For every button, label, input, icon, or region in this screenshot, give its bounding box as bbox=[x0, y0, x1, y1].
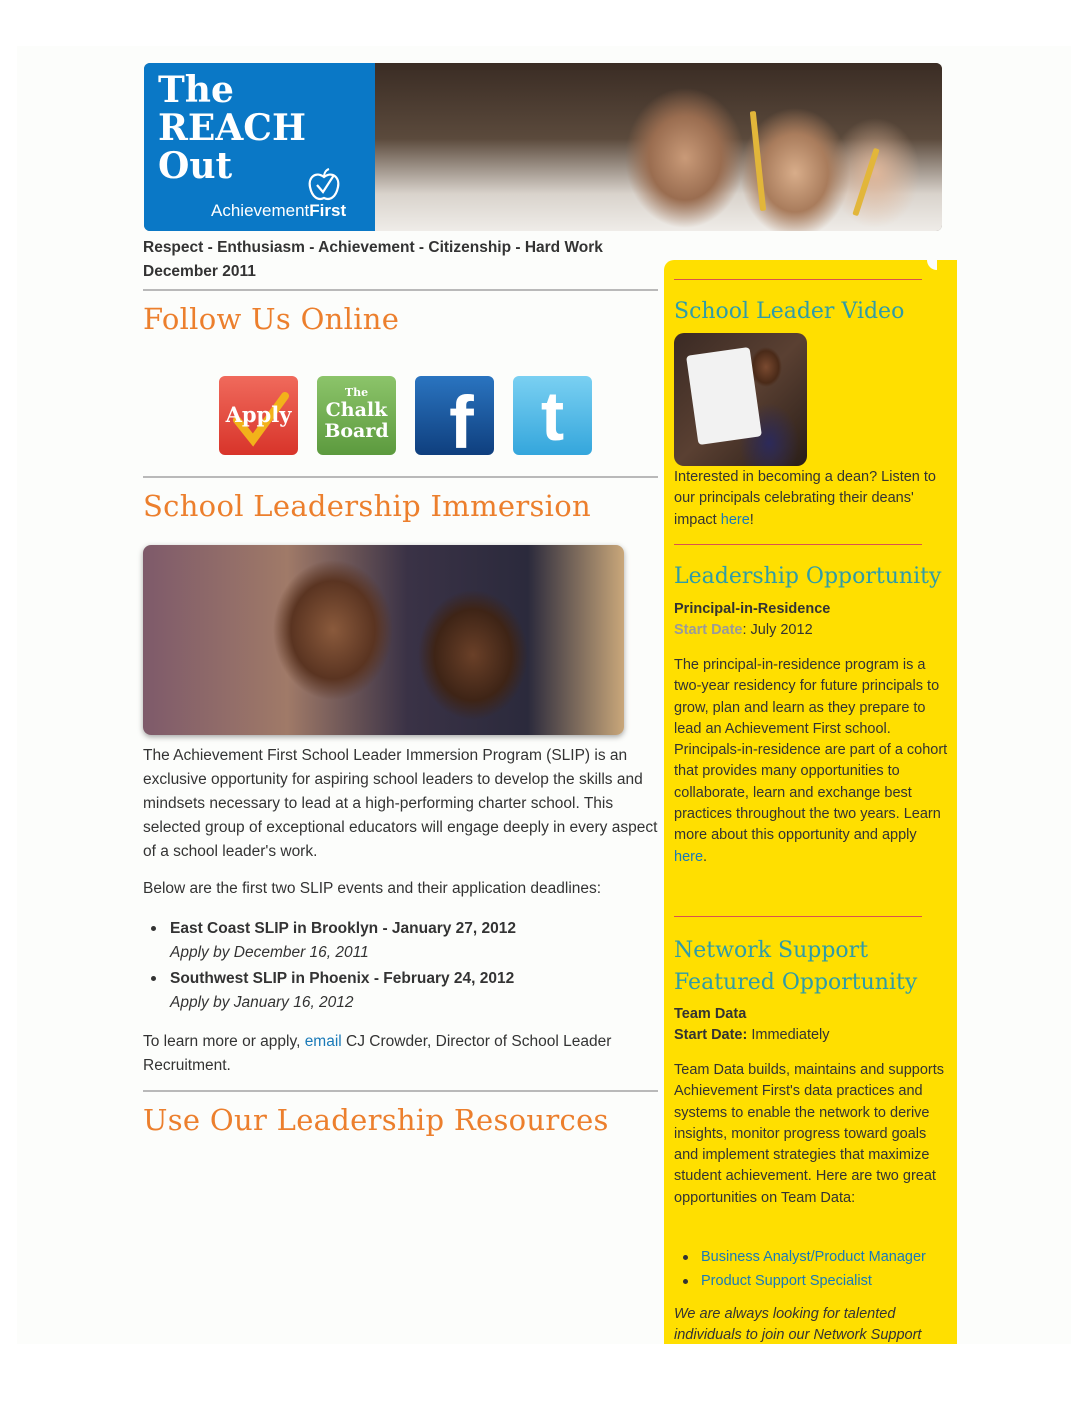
network-meta: Team Data Start Date: Immediately bbox=[674, 1006, 830, 1044]
list-item bbox=[143, 917, 663, 965]
start-date-label: Start Date: bbox=[674, 1027, 748, 1044]
event-title: East Coast SLIP in Brooklyn - January 27, 2012 bbox=[170, 920, 517, 937]
video-description: Interested in becoming a dean? Listen to our principals celebrating their deans' impact here! bbox=[674, 469, 936, 528]
apply-link[interactable]: here bbox=[674, 848, 704, 865]
slip-paragraph: The Achievement First School Leader Immersion Program (SLIP) is an exclusive opportunity for aspiring school leaders to develop the skills and mindsets necessary to lead at a high-performing charter school. This selected group of exceptional educators will engage deeply in every aspect of a school leader's work. bbox=[143, 747, 658, 860]
opportunity-description: The principal-in-residence program is a two-year residency for future principals to grow, plan and learn as they prepare to lead an Achievement First school. Principals-in-residence are part of a cohort that provides many opportunities to collaborate, learn and exchange best practices throughout the two years. Learn more about this opportunity and apply here. bbox=[674, 657, 948, 865]
event-deadline: Apply by January 16, 2012 bbox=[170, 994, 354, 1011]
header-banner bbox=[144, 63, 942, 231]
core-values: Respect - Enthusiasm - Achievement - Citizenship - Hard Work bbox=[143, 239, 603, 256]
network-heading: Network Support Featured Opportunity bbox=[674, 938, 918, 995]
opportunity-heading: Leadership Opportunity bbox=[674, 564, 942, 589]
twitter-icon: t bbox=[540, 377, 565, 455]
facebook-icon: f bbox=[449, 381, 474, 455]
students-writing-photo bbox=[375, 63, 942, 231]
network-description: Team Data builds, maintains and supports Achievement First's data practices and systems to enable the network to derive insights, monitor progress toward goals and implement strategies that maximize student achievement. Here are two great opportunities on Team Data: bbox=[674, 1062, 945, 1206]
video-thumbnail[interactable] bbox=[674, 333, 807, 466]
educators-photo bbox=[143, 545, 624, 735]
apply-button[interactable] bbox=[219, 376, 298, 455]
chalkboard-small-label: The bbox=[344, 386, 369, 399]
slip-contact: To learn more or apply, email CJ Crowder, Director of School Leader Recruitment. bbox=[143, 1033, 612, 1074]
network-closing: We are always looking for talented individuals to join our Network Support bbox=[674, 1306, 922, 1344]
apple-logo-icon bbox=[304, 165, 344, 205]
masthead-block bbox=[144, 63, 375, 231]
twitter-button[interactable] bbox=[513, 376, 592, 455]
divider bbox=[143, 289, 658, 291]
team-name: Team Data bbox=[674, 1006, 747, 1022]
sidebar-divider bbox=[674, 544, 922, 545]
job-link[interactable]: Product Support Specialist bbox=[701, 1273, 872, 1289]
chalkboard-button[interactable] bbox=[317, 376, 396, 455]
issue-date: December 2011 bbox=[143, 263, 256, 280]
event-title: Southwest SLIP in Phoenix - February 24, 2012 bbox=[170, 970, 515, 987]
list-item bbox=[674, 1245, 949, 1269]
divider bbox=[143, 1090, 658, 1092]
opportunity-meta: Principal-in-Residence Start Date: July 2012 bbox=[674, 601, 831, 639]
slip-events-intro bbox=[143, 877, 663, 901]
facebook-button[interactable] bbox=[415, 376, 494, 455]
slip-heading: School Leadership Immersion bbox=[143, 489, 591, 523]
sidebar-divider bbox=[674, 279, 922, 280]
newsletter-title: The REACH Out bbox=[158, 69, 306, 187]
tagline-block bbox=[143, 236, 603, 284]
follow-heading: Follow Us Online bbox=[143, 302, 400, 336]
apply-label: Apply bbox=[225, 402, 292, 427]
list-item bbox=[143, 967, 663, 1015]
job-link[interactable]: Business Analyst/Product Manager bbox=[701, 1249, 926, 1265]
start-date-label: Start Date bbox=[674, 622, 743, 639]
list-item bbox=[674, 1269, 949, 1293]
job-list bbox=[674, 1245, 949, 1293]
slip-paragraph-2: Below are the first two SLIP events and their application deadlines: bbox=[143, 880, 602, 897]
chalkboard-label: Chalk Board bbox=[324, 399, 389, 442]
video-link[interactable]: here bbox=[720, 511, 750, 528]
event-deadline: Apply by December 16, 2011 bbox=[170, 944, 369, 961]
video-heading: School Leader Video bbox=[674, 299, 905, 324]
divider bbox=[143, 476, 658, 478]
slip-intro bbox=[143, 744, 663, 864]
role-title: Principal-in-Residence bbox=[674, 601, 831, 617]
resources-heading: Use Our Leadership Resources bbox=[143, 1103, 609, 1137]
sidebar-divider bbox=[674, 916, 922, 917]
achievement-first-logo: AchievementFirst bbox=[211, 201, 347, 220]
slip-events-list bbox=[143, 917, 663, 1017]
email-link[interactable]: email bbox=[304, 1033, 342, 1050]
